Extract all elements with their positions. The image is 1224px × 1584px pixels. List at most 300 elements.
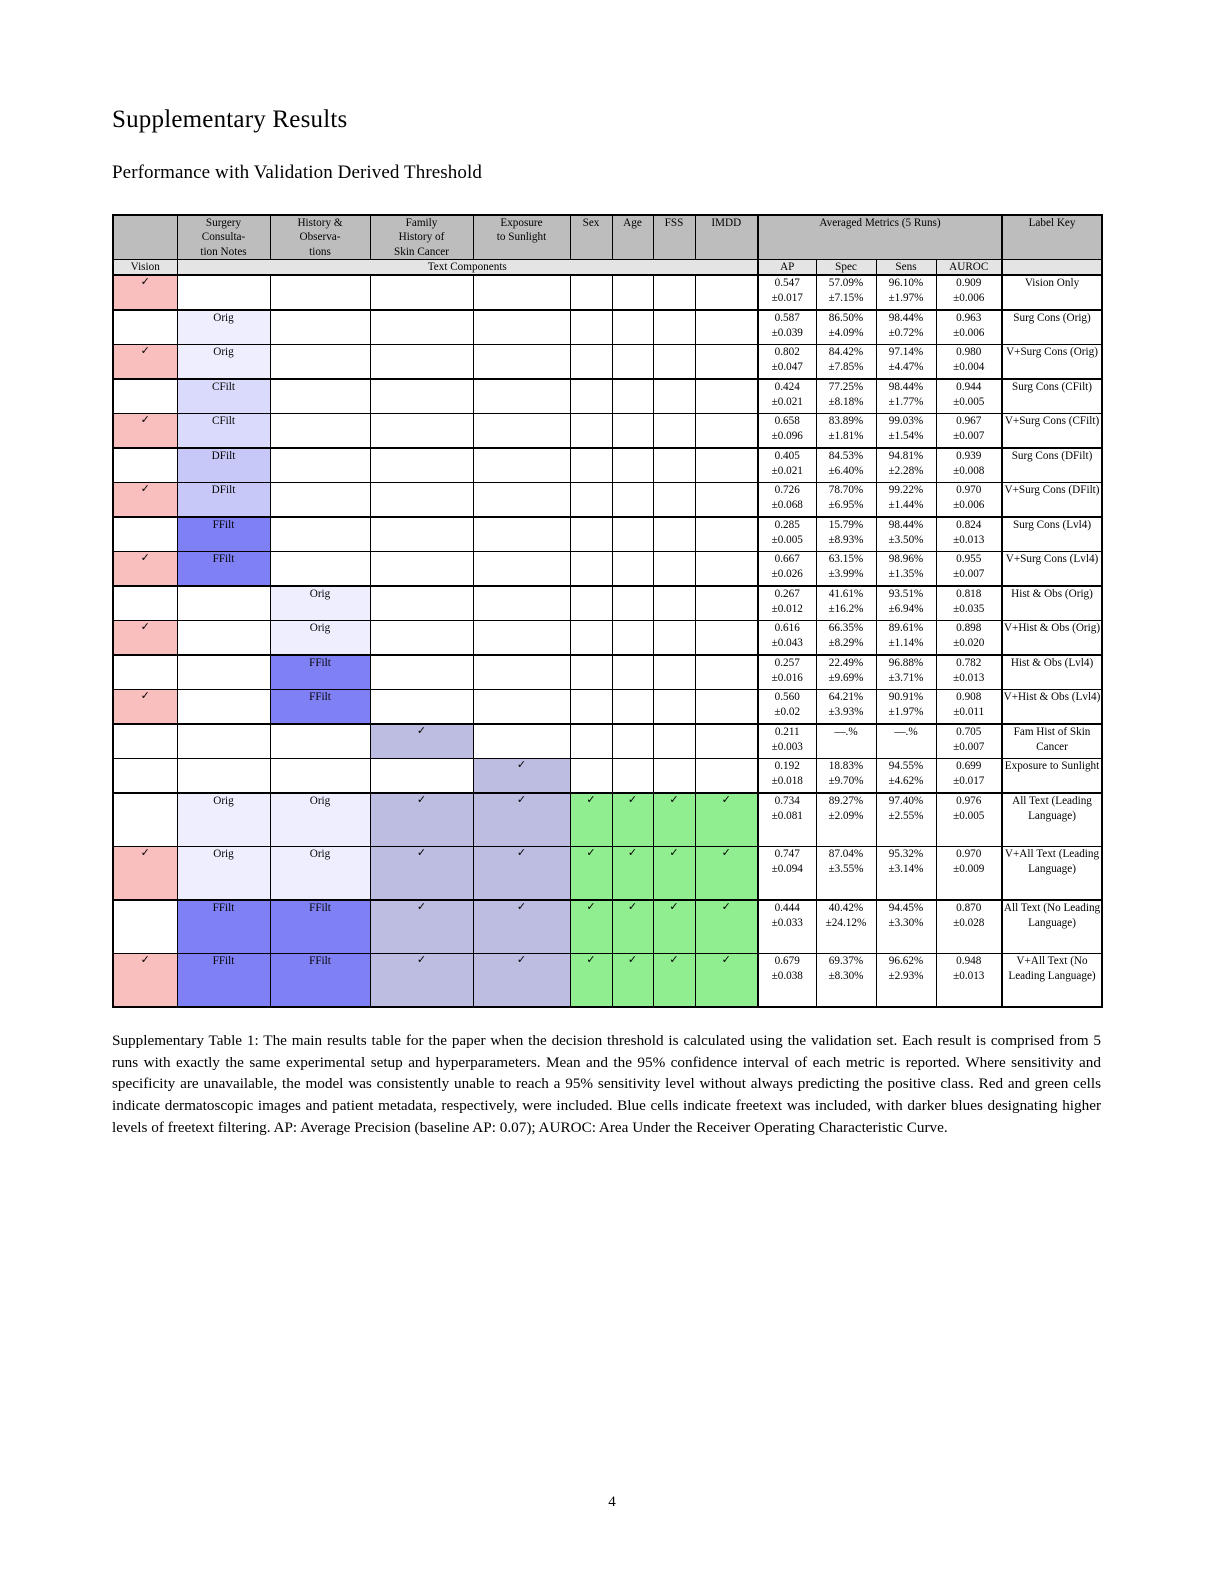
- cell-age: [612, 621, 653, 656]
- cell-surgery: [177, 724, 270, 759]
- cell-history: [270, 448, 370, 483]
- cell-sex: ✓: [570, 954, 612, 1008]
- cell-age: [612, 414, 653, 449]
- cell-ap: 0.267 ±0.012: [758, 586, 816, 621]
- cell-ap: 0.405 ±0.021: [758, 448, 816, 483]
- cell-ap: 0.747 ±0.094: [758, 847, 816, 901]
- cell-ap: 0.616 ±0.043: [758, 621, 816, 656]
- cell-sens: 99.22% ±1.44%: [876, 483, 936, 518]
- cell-sens: 98.96% ±1.35%: [876, 552, 936, 587]
- cell-sex: [570, 759, 612, 794]
- cell-surgery: [177, 621, 270, 656]
- cell-imdd: [695, 517, 758, 552]
- cell-vision: ✓: [113, 954, 177, 1008]
- header-imdd: IMDD: [695, 215, 758, 259]
- hdr-line: Observa-: [299, 231, 341, 244]
- cell-vision: ✓: [113, 345, 177, 380]
- cell-sens: 95.32% ±3.14%: [876, 847, 936, 901]
- table-row: [113, 847, 1102, 901]
- cell-history: Orig: [270, 793, 370, 847]
- cell-age: [612, 310, 653, 345]
- cell-surgery: [177, 759, 270, 794]
- cell-surgery: Orig: [177, 345, 270, 380]
- cell-exposure: [473, 552, 570, 587]
- cell-label-key: All Text (Leading Language): [1002, 793, 1102, 847]
- cell-label-key: V+Hist & Obs (Orig): [1002, 621, 1102, 656]
- cell-ap: 0.802 ±0.047: [758, 345, 816, 380]
- cell-sex: ✓: [570, 793, 612, 847]
- page-title: Supplementary Results: [112, 106, 348, 133]
- cell-spec: 22.49% ±9.69%: [816, 655, 876, 690]
- table-row: [113, 379, 1102, 414]
- cell-age: ✓: [612, 954, 653, 1008]
- cell-ap: 0.257 ±0.016: [758, 655, 816, 690]
- cell-age: [612, 275, 653, 310]
- cell-family: ✓: [370, 900, 473, 954]
- cell-sens: 94.45% ±3.30%: [876, 900, 936, 954]
- cell-auroc: 0.944 ±0.005: [936, 379, 1002, 414]
- header-averaged-metrics: Averaged Metrics (5 Runs): [758, 215, 1002, 259]
- cell-history: [270, 517, 370, 552]
- cell-spec: 89.27% ±2.09%: [816, 793, 876, 847]
- cell-imdd: ✓: [695, 847, 758, 901]
- cell-sex: ✓: [570, 847, 612, 901]
- cell-family: [370, 621, 473, 656]
- cell-spec: 41.61% ±16.2%: [816, 586, 876, 621]
- cell-exposure: ✓: [473, 954, 570, 1008]
- cell-family: [370, 310, 473, 345]
- cell-age: [612, 517, 653, 552]
- header-row-second: [113, 259, 1102, 275]
- cell-vision: ✓: [113, 483, 177, 518]
- cell-fss: ✓: [653, 847, 695, 901]
- cell-age: [612, 586, 653, 621]
- cell-surgery: [177, 655, 270, 690]
- cell-fss: [653, 621, 695, 656]
- cell-surgery: CFilt: [177, 379, 270, 414]
- cell-history: Orig: [270, 847, 370, 901]
- cell-imdd: [695, 724, 758, 759]
- cell-sens: 94.55% ±4.62%: [876, 759, 936, 794]
- table-row: [113, 621, 1102, 656]
- cell-sens: 98.44% ±3.50%: [876, 517, 936, 552]
- cell-history: FFilt: [270, 954, 370, 1008]
- cell-sens: 98.44% ±1.77%: [876, 379, 936, 414]
- cell-vision: [113, 379, 177, 414]
- cell-imdd: [695, 345, 758, 380]
- cell-auroc: 0.908 ±0.011: [936, 690, 1002, 725]
- cell-fss: [653, 586, 695, 621]
- cell-imdd: [695, 586, 758, 621]
- cell-sex: [570, 483, 612, 518]
- cell-family: [370, 655, 473, 690]
- cell-fss: [653, 414, 695, 449]
- cell-family: [370, 517, 473, 552]
- cell-exposure: ✓: [473, 847, 570, 901]
- cell-family: [370, 379, 473, 414]
- cell-history: Orig: [270, 586, 370, 621]
- cell-imdd: [695, 310, 758, 345]
- header-ap: AP: [758, 259, 816, 275]
- cell-spec: 78.70% ±6.95%: [816, 483, 876, 518]
- header-vision: Vision: [113, 259, 177, 275]
- cell-family: [370, 414, 473, 449]
- cell-vision: [113, 310, 177, 345]
- cell-spec: 63.15% ±3.99%: [816, 552, 876, 587]
- cell-exposure: ✓: [473, 793, 570, 847]
- cell-auroc: 0.818 ±0.035: [936, 586, 1002, 621]
- cell-ap: 0.679 ±0.038: [758, 954, 816, 1008]
- cell-auroc: 0.967 ±0.007: [936, 414, 1002, 449]
- hdr-line: to Sunlight: [496, 231, 547, 244]
- cell-vision: [113, 793, 177, 847]
- cell-exposure: [473, 414, 570, 449]
- hdr-line: History &: [297, 217, 343, 229]
- cell-fss: [653, 448, 695, 483]
- cell-history: [270, 759, 370, 794]
- cell-imdd: [695, 414, 758, 449]
- cell-vision: ✓: [113, 847, 177, 901]
- cell-auroc: 0.909 ±0.006: [936, 275, 1002, 310]
- cell-imdd: ✓: [695, 900, 758, 954]
- cell-label-key: Surg Cons (DFilt): [1002, 448, 1102, 483]
- cell-sens: 96.88% ±3.71%: [876, 655, 936, 690]
- cell-exposure: [473, 690, 570, 725]
- cell-surgery: [177, 586, 270, 621]
- cell-age: [612, 552, 653, 587]
- table-row: [113, 724, 1102, 759]
- cell-history: [270, 310, 370, 345]
- cell-label-key: Surg Cons (CFilt): [1002, 379, 1102, 414]
- cell-sex: [570, 448, 612, 483]
- cell-sex: [570, 552, 612, 587]
- cell-spec: 66.35% ±8.29%: [816, 621, 876, 656]
- cell-label-key: V+Surg Cons (Orig): [1002, 345, 1102, 380]
- page-number: 4: [608, 1494, 616, 1510]
- page-content: [112, 0, 1104, 1138]
- hdr-line: tion Notes: [200, 245, 247, 258]
- cell-auroc: 0.898 ±0.020: [936, 621, 1002, 656]
- table-row: [113, 552, 1102, 587]
- table-row: [113, 586, 1102, 621]
- cell-auroc: 0.705 ±0.007: [936, 724, 1002, 759]
- table-row: [113, 345, 1102, 380]
- cell-fss: [653, 345, 695, 380]
- cell-fss: [653, 759, 695, 794]
- table-row: [113, 414, 1102, 449]
- cell-history: [270, 483, 370, 518]
- cell-age: [612, 448, 653, 483]
- cell-sens: 90.91% ±1.97%: [876, 690, 936, 725]
- cell-exposure: [473, 621, 570, 656]
- cell-history: [270, 345, 370, 380]
- cell-ap: 0.547 ±0.017: [758, 275, 816, 310]
- header-sens: Sens: [876, 259, 936, 275]
- cell-family: ✓: [370, 954, 473, 1008]
- cell-spec: 15.79% ±8.93%: [816, 517, 876, 552]
- cell-family: [370, 552, 473, 587]
- cell-label-key: Surg Cons (Lvl4): [1002, 517, 1102, 552]
- cell-vision: [113, 724, 177, 759]
- table-row: [113, 483, 1102, 518]
- cell-exposure: [473, 448, 570, 483]
- cell-sens: 97.14% ±4.47%: [876, 345, 936, 380]
- cell-family: ✓: [370, 793, 473, 847]
- cell-surgery: DFilt: [177, 483, 270, 518]
- cell-label-key: Hist & Obs (Lvl4): [1002, 655, 1102, 690]
- cell-sex: [570, 621, 612, 656]
- cell-vision: [113, 448, 177, 483]
- header-spec: Spec: [816, 259, 876, 275]
- cell-ap: 0.587 ±0.039: [758, 310, 816, 345]
- cell-auroc: 0.963 ±0.006: [936, 310, 1002, 345]
- table-head: [113, 215, 1102, 275]
- header-auroc: AUROC: [936, 259, 1002, 275]
- table-row: [113, 655, 1102, 690]
- cell-sens: 96.62% ±2.93%: [876, 954, 936, 1008]
- cell-sex: [570, 724, 612, 759]
- table-body: [113, 275, 1102, 1007]
- cell-ap: 0.285 ±0.005: [758, 517, 816, 552]
- cell-sex: [570, 414, 612, 449]
- cell-history: [270, 414, 370, 449]
- cell-imdd: [695, 275, 758, 310]
- cell-imdd: ✓: [695, 954, 758, 1008]
- header-family-history-skin-cancer: [370, 215, 473, 259]
- table-row: [113, 275, 1102, 310]
- cell-fss: ✓: [653, 954, 695, 1008]
- cell-fss: [653, 517, 695, 552]
- cell-age: ✓: [612, 793, 653, 847]
- cell-sens: —.%: [876, 724, 936, 759]
- cell-surgery: Orig: [177, 310, 270, 345]
- cell-sens: 93.51% ±6.94%: [876, 586, 936, 621]
- cell-auroc: 0.955 ±0.007: [936, 552, 1002, 587]
- cell-imdd: [695, 759, 758, 794]
- cell-spec: 18.83% ±9.70%: [816, 759, 876, 794]
- cell-ap: 0.424 ±0.021: [758, 379, 816, 414]
- cell-family: [370, 275, 473, 310]
- cell-exposure: [473, 724, 570, 759]
- cell-spec: 40.42% ±24.12%: [816, 900, 876, 954]
- cell-imdd: ✓: [695, 793, 758, 847]
- cell-age: [612, 379, 653, 414]
- cell-sens: 97.40% ±2.55%: [876, 793, 936, 847]
- cell-sex: [570, 310, 612, 345]
- cell-spec: 83.89% ±1.81%: [816, 414, 876, 449]
- cell-exposure: [473, 517, 570, 552]
- hdr-line: Consulta-: [201, 231, 246, 244]
- header-label-key: Label Key: [1002, 215, 1102, 259]
- cell-ap: 0.560 ±0.02: [758, 690, 816, 725]
- cell-vision: [113, 655, 177, 690]
- cell-family: [370, 345, 473, 380]
- hdr-line: Skin Cancer: [394, 245, 449, 258]
- cell-vision: ✓: [113, 552, 177, 587]
- cell-history: [270, 724, 370, 759]
- cell-vision: ✓: [113, 690, 177, 725]
- table-row: [113, 448, 1102, 483]
- header-fss: FSS: [653, 215, 695, 259]
- results-table: [112, 214, 1103, 1008]
- header-history-observations: [270, 215, 370, 259]
- cell-spec: 64.21% ±3.93%: [816, 690, 876, 725]
- hdr-line: Exposure: [500, 217, 543, 229]
- header-surgery-consultation-notes: [177, 215, 270, 259]
- hdr-line: tions: [309, 245, 331, 258]
- table-row: [113, 310, 1102, 345]
- hdr-line: History of: [398, 231, 445, 244]
- cell-sex: [570, 275, 612, 310]
- cell-label-key: Exposure to Sunlight: [1002, 759, 1102, 794]
- hdr-line: Family: [405, 217, 438, 229]
- cell-spec: —.%: [816, 724, 876, 759]
- cell-fss: [653, 310, 695, 345]
- cell-age: [612, 690, 653, 725]
- cell-label-key: Fam Hist of Skin Cancer: [1002, 724, 1102, 759]
- table-row: [113, 793, 1102, 847]
- table-row: [113, 517, 1102, 552]
- cell-ap: 0.658 ±0.096: [758, 414, 816, 449]
- cell-surgery: [177, 690, 270, 725]
- cell-label-key: Vision Only: [1002, 275, 1102, 310]
- header-text-components: Text Components: [177, 259, 758, 275]
- cell-vision: [113, 517, 177, 552]
- cell-sens: 98.44% ±0.72%: [876, 310, 936, 345]
- header-age: Age: [612, 215, 653, 259]
- cell-label-key: Surg Cons (Orig): [1002, 310, 1102, 345]
- cell-fss: ✓: [653, 793, 695, 847]
- header-corner: [113, 215, 177, 259]
- cell-vision: [113, 900, 177, 954]
- cell-family: [370, 586, 473, 621]
- cell-label-key: V+Surg Cons (CFilt): [1002, 414, 1102, 449]
- cell-auroc: 0.948 ±0.013: [936, 954, 1002, 1008]
- cell-exposure: [473, 655, 570, 690]
- cell-sens: 89.61% ±1.14%: [876, 621, 936, 656]
- table-caption: Supplementary Table 1: The main results table for the paper when the decision threshold is calculated using the validation set. Each result is comprised from 5 runs with exactly the same experimental setup and hyperparameters. Mean and the 95% confidence interval of each metric is reported. Where sensitivity and specificity are unavailable, the model was consistently unable to reach a 95% sensitivity level without always predicting the positive class. Red and green cells indicate dermatoscopic images and patient metadata, respectively, were included. Blue cells indicate freetext was included, with darker blues designating higher levels of freetext filtering. AP: Average Precision (baseline AP: 0.07); AUROC: Area Under the Receiver Operating Characteristic Curve.: [112, 1032, 1101, 1136]
- cell-history: FFilt: [270, 690, 370, 725]
- cell-ap: 0.734 ±0.081: [758, 793, 816, 847]
- cell-label-key: V+All Text (No Leading Language): [1002, 954, 1102, 1008]
- cell-imdd: [695, 379, 758, 414]
- cell-label-key: V+Surg Cons (Lvl4): [1002, 552, 1102, 587]
- cell-ap: 0.667 ±0.026: [758, 552, 816, 587]
- cell-fss: ✓: [653, 900, 695, 954]
- cell-exposure: ✓: [473, 759, 570, 794]
- cell-exposure: ✓: [473, 900, 570, 954]
- table-row: [113, 900, 1102, 954]
- cell-auroc: 0.970 ±0.006: [936, 483, 1002, 518]
- cell-exposure: [473, 586, 570, 621]
- cell-surgery: FFilt: [177, 900, 270, 954]
- cell-auroc: 0.980 ±0.004: [936, 345, 1002, 380]
- cell-auroc: 0.699 ±0.017: [936, 759, 1002, 794]
- cell-ap: 0.211 ±0.003: [758, 724, 816, 759]
- cell-surgery: Orig: [177, 847, 270, 901]
- cell-age: [612, 655, 653, 690]
- table-row: [113, 690, 1102, 725]
- cell-ap: 0.726 ±0.068: [758, 483, 816, 518]
- cell-fss: [653, 690, 695, 725]
- cell-vision: [113, 586, 177, 621]
- cell-history: [270, 552, 370, 587]
- cell-sex: [570, 690, 612, 725]
- cell-family: [370, 448, 473, 483]
- cell-surgery: FFilt: [177, 954, 270, 1008]
- cell-label-key: All Text (No Leading Language): [1002, 900, 1102, 954]
- cell-sex: [570, 655, 612, 690]
- cell-fss: [653, 552, 695, 587]
- cell-auroc: 0.939 ±0.008: [936, 448, 1002, 483]
- cell-sex: [570, 345, 612, 380]
- cell-family: [370, 759, 473, 794]
- cell-imdd: [695, 448, 758, 483]
- table-row: [113, 954, 1102, 1008]
- cell-surgery: CFilt: [177, 414, 270, 449]
- cell-age: ✓: [612, 847, 653, 901]
- cell-fss: [653, 724, 695, 759]
- cell-sex: [570, 586, 612, 621]
- cell-spec: 77.25% ±8.18%: [816, 379, 876, 414]
- cell-fss: [653, 379, 695, 414]
- cell-spec: 69.37% ±8.30%: [816, 954, 876, 1008]
- hdr-line: Surgery: [205, 217, 242, 229]
- cell-sens: 94.81% ±2.28%: [876, 448, 936, 483]
- cell-sex: [570, 379, 612, 414]
- header-exposure-to-sunlight: [473, 215, 570, 259]
- cell-history: Orig: [270, 621, 370, 656]
- header-sex: Sex: [570, 215, 612, 259]
- cell-family: [370, 690, 473, 725]
- cell-exposure: [473, 345, 570, 380]
- cell-auroc: 0.824 ±0.013: [936, 517, 1002, 552]
- header-label-key-blank: [1002, 259, 1102, 275]
- cell-surgery: DFilt: [177, 448, 270, 483]
- cell-auroc: 0.976 ±0.005: [936, 793, 1002, 847]
- cell-age: [612, 759, 653, 794]
- cell-history: FFilt: [270, 900, 370, 954]
- cell-surgery: FFilt: [177, 517, 270, 552]
- cell-spec: 87.04% ±3.55%: [816, 847, 876, 901]
- cell-spec: 84.53% ±6.40%: [816, 448, 876, 483]
- cell-fss: [653, 483, 695, 518]
- cell-label-key: V+Hist & Obs (Lvl4): [1002, 690, 1102, 725]
- cell-exposure: [473, 275, 570, 310]
- cell-sens: 99.03% ±1.54%: [876, 414, 936, 449]
- cell-auroc: 0.970 ±0.009: [936, 847, 1002, 901]
- cell-history: FFilt: [270, 655, 370, 690]
- cell-history: [270, 379, 370, 414]
- cell-vision: ✓: [113, 414, 177, 449]
- cell-auroc: 0.782 ±0.013: [936, 655, 1002, 690]
- cell-fss: [653, 275, 695, 310]
- table-row: [113, 759, 1102, 794]
- cell-spec: 84.42% ±7.85%: [816, 345, 876, 380]
- cell-imdd: [695, 655, 758, 690]
- cell-imdd: [695, 621, 758, 656]
- cell-exposure: [473, 379, 570, 414]
- cell-label-key: V+Surg Cons (DFilt): [1002, 483, 1102, 518]
- cell-imdd: [695, 690, 758, 725]
- subsection-title: Performance with Validation Derived Threshold: [112, 162, 482, 183]
- cell-sens: 96.10% ±1.97%: [876, 275, 936, 310]
- cell-family: ✓: [370, 724, 473, 759]
- cell-fss: [653, 655, 695, 690]
- cell-ap: 0.192 ±0.018: [758, 759, 816, 794]
- cell-vision: [113, 759, 177, 794]
- cell-label-key: V+All Text (Leading Language): [1002, 847, 1102, 901]
